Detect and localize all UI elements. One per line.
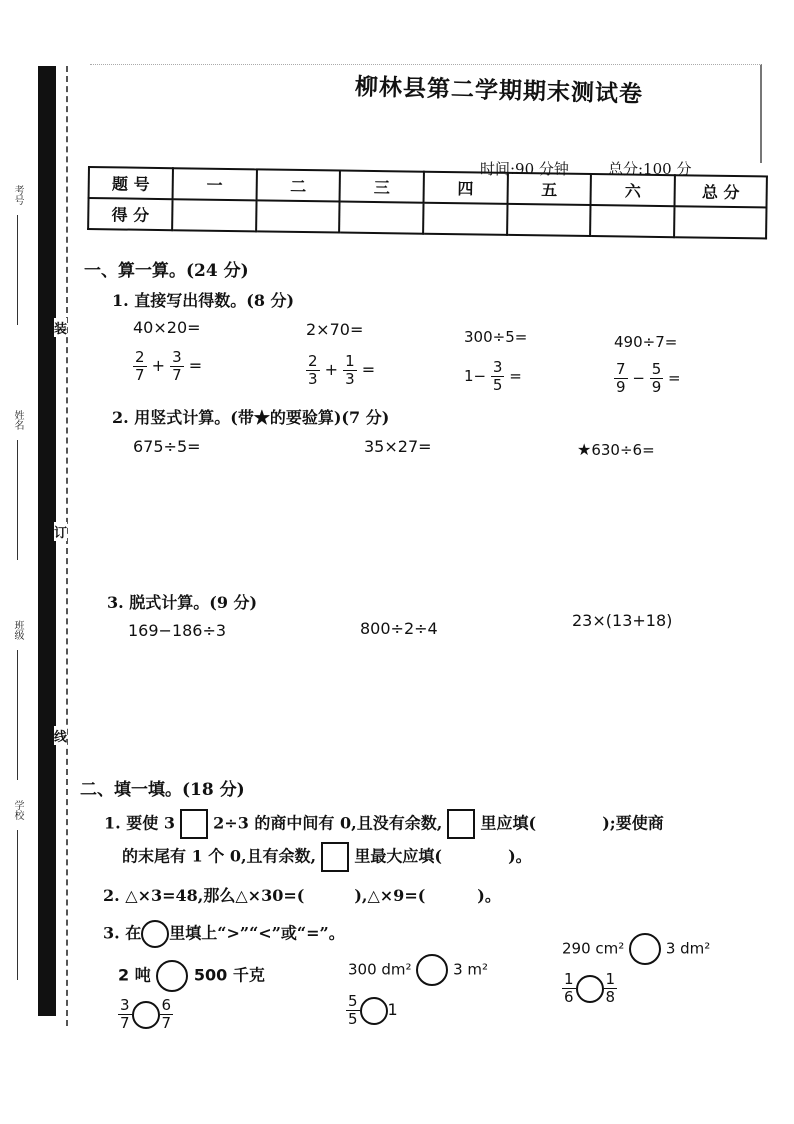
- numerator: 1: [564, 970, 574, 988]
- bind-mark-xian: 线: [54, 726, 67, 745]
- q1-1-title: 1. 直接写出得数。(8 分): [112, 291, 295, 310]
- total-score: 总分:100 分: [608, 160, 692, 178]
- compare-item: [562, 972, 617, 1005]
- calc-item: 169−186÷3: [128, 621, 227, 640]
- school-label: 学校: [12, 800, 23, 820]
- denominator: 8: [605, 988, 616, 1006]
- q2-1-text: 2÷3 的商中间有 0,且没有余数,: [213, 813, 443, 833]
- numerator: 3: [120, 996, 130, 1014]
- calc-expr: 630÷6=: [591, 441, 655, 459]
- compare-item: [348, 954, 488, 986]
- score-table: [87, 166, 768, 239]
- fraction: [346, 994, 360, 1027]
- denominator: 3: [308, 370, 318, 388]
- score-cell[interactable]: [674, 206, 766, 238]
- denominator: 5: [492, 376, 503, 394]
- compare-right: 1: [387, 1000, 398, 1019]
- denominator: 7: [161, 1014, 172, 1032]
- cut-line: [66, 66, 68, 1026]
- bind-mark-ding: 订: [54, 522, 67, 541]
- equals: =: [668, 369, 681, 387]
- score-col-label: 题 号: [89, 167, 173, 199]
- compare-right: 3 m²: [453, 960, 489, 979]
- fraction: [491, 360, 505, 393]
- q2-1-line1: [104, 809, 664, 839]
- equals: =: [509, 367, 522, 385]
- q2-2-text: )。: [477, 886, 501, 905]
- fraction: [306, 354, 320, 387]
- q2-1-text: 里最大应填(: [354, 846, 442, 866]
- q2-1-text: 1. 要使 3: [104, 813, 175, 833]
- compare-item: [118, 960, 265, 992]
- numerator: 7: [616, 360, 626, 378]
- calc-item: 300÷5=: [464, 328, 528, 346]
- numerator: 5: [651, 360, 662, 378]
- numerator: 1: [605, 970, 616, 988]
- equals: =: [361, 360, 376, 379]
- q1-3-title: 3. 脱式计算。(9 分): [107, 593, 258, 612]
- binding-strip: [38, 66, 56, 1016]
- denominator: 9: [651, 378, 662, 396]
- calc-item: 2×70=: [306, 320, 364, 339]
- fraction: [160, 998, 174, 1031]
- fraction: [562, 972, 576, 1005]
- denominator: 7: [135, 366, 145, 384]
- compare-circle[interactable]: [416, 954, 448, 986]
- name-field[interactable]: [17, 440, 18, 560]
- q2-2-text: 2. △×3=48,那么△×30=(: [103, 886, 305, 905]
- section-1-heading: 一、算一算。(24 分): [84, 261, 249, 281]
- score-cell[interactable]: [590, 205, 674, 237]
- name-label: 姓名: [12, 410, 23, 430]
- calc-item: 675÷5=: [133, 437, 201, 456]
- compare-left: 290 cm²: [562, 939, 625, 958]
- compare-right: 500 千克: [193, 965, 265, 985]
- compare-circle: [141, 920, 169, 948]
- numerator: 2: [135, 348, 145, 366]
- score-col-4: 四: [423, 172, 507, 204]
- score-cell[interactable]: [339, 202, 423, 234]
- compare-left: 2 吨: [118, 965, 151, 985]
- page-title: 柳林县第二学期期末测试卷: [354, 73, 644, 108]
- compare-circle[interactable]: [132, 1001, 160, 1029]
- denominator: 7: [120, 1014, 130, 1032]
- section-2-heading: 二、填一填。(18 分): [80, 780, 245, 800]
- q2-1-text: );要使商: [602, 813, 664, 833]
- compare-circle[interactable]: [629, 933, 661, 965]
- score-col-6: 六: [591, 174, 675, 206]
- q2-1-text: 里应填(: [480, 813, 537, 833]
- compare-circle[interactable]: [576, 975, 604, 1003]
- q2-2-text: ),△×9=(: [354, 886, 426, 905]
- exam-number-label: 考号: [12, 185, 23, 205]
- compare-item: [118, 998, 173, 1031]
- equals: =: [188, 356, 203, 375]
- numerator: 2: [308, 352, 318, 370]
- numerator: 3: [492, 358, 503, 376]
- score-cell[interactable]: [172, 199, 256, 231]
- calc-item: 35×27=: [364, 437, 432, 456]
- fraction-expr: [614, 362, 681, 395]
- exam-number-field[interactable]: [17, 215, 18, 325]
- bind-mark-zhuang: 装: [54, 318, 67, 337]
- numerator: 5: [348, 992, 358, 1010]
- q2-2: [103, 883, 501, 906]
- q2-3-text: 3. 在: [103, 923, 142, 943]
- denominator: 6: [564, 988, 574, 1006]
- star-icon: ★: [577, 440, 592, 459]
- denominator: 9: [616, 378, 626, 396]
- fraction: [650, 362, 664, 395]
- compare-circle[interactable]: [360, 997, 388, 1025]
- denominator: 7: [172, 366, 182, 384]
- calc-item: 40×20=: [133, 318, 201, 337]
- fraction: [170, 350, 184, 383]
- score-col-3: 三: [340, 171, 424, 203]
- school-field[interactable]: [17, 830, 18, 980]
- q2-3-title: [103, 920, 345, 948]
- calc-item: 23×(13+18): [572, 611, 673, 630]
- numerator: 1: [345, 352, 355, 370]
- score-cell[interactable]: [256, 200, 340, 232]
- time-limit: 时间:90 分钟: [480, 160, 569, 178]
- score-col-1: 一: [173, 168, 257, 200]
- q2-1-text: )。: [508, 846, 532, 866]
- operator: −: [632, 369, 645, 387]
- q2-1-line2: [122, 842, 532, 872]
- compare-item: [562, 933, 710, 965]
- operator: +: [324, 360, 339, 379]
- q2-1-text: 的末尾有 1 个 0,且有余数,: [122, 846, 317, 866]
- fraction: [604, 972, 618, 1005]
- fraction-expr: [133, 350, 202, 383]
- compare-circle[interactable]: [156, 960, 188, 992]
- fraction-expr: [306, 354, 375, 387]
- compare-right: 3 dm²: [665, 939, 711, 958]
- operand: 1−: [464, 367, 487, 385]
- class-label: 班级: [12, 620, 23, 640]
- fraction: [133, 350, 147, 383]
- class-field[interactable]: [17, 650, 18, 780]
- fraction: [343, 354, 357, 387]
- calc-item-starred: [577, 440, 655, 459]
- fraction: [614, 362, 628, 395]
- score-row-label: 得 分: [88, 198, 172, 230]
- score-cell[interactable]: [423, 203, 507, 235]
- score-col-5: 五: [507, 173, 591, 205]
- numerator: 6: [161, 996, 172, 1014]
- score-col-total: 总 分: [674, 175, 766, 207]
- q2-3-text: 里填上“>”“<”或“=”。: [169, 923, 345, 943]
- digit-box[interactable]: [180, 809, 208, 839]
- q1-2-title: 2. 用竖式计算。(带★的要验算)(7 分): [112, 408, 390, 427]
- digit-box[interactable]: [447, 809, 475, 839]
- denominator: 5: [348, 1010, 358, 1028]
- fraction-expr: [464, 360, 522, 393]
- denominator: 3: [345, 370, 355, 388]
- numerator: 3: [172, 348, 182, 366]
- score-cell[interactable]: [507, 204, 591, 236]
- digit-box[interactable]: [321, 842, 349, 872]
- operator: +: [151, 356, 166, 375]
- compare-item: [346, 994, 398, 1027]
- score-col-2: 二: [256, 169, 340, 201]
- compare-left: 300 dm²: [348, 960, 412, 979]
- fraction: [118, 998, 132, 1031]
- calc-item: 800÷2÷4: [360, 619, 438, 638]
- calc-item: 490÷7=: [614, 333, 678, 351]
